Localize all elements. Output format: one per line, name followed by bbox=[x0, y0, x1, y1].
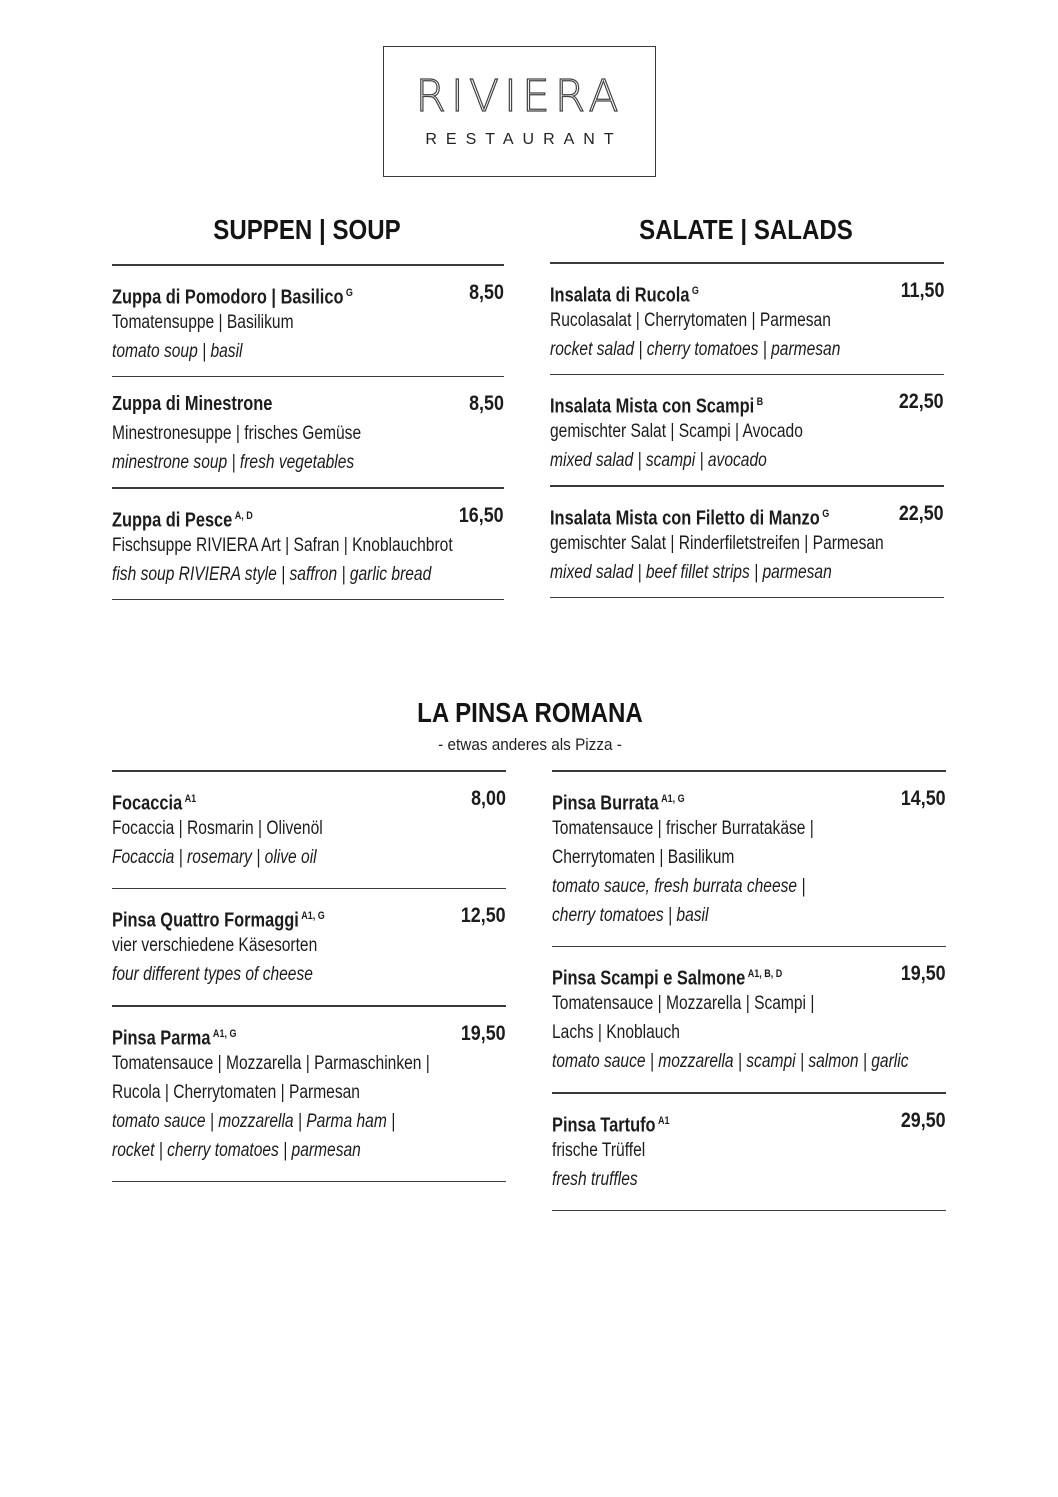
pinsa-section-title: LA PINSA ROMANA bbox=[417, 697, 643, 728]
description-english: rocket salad | cherry tomatoes | parmesan bbox=[550, 338, 841, 360]
menu-item-header bbox=[550, 387, 944, 417]
dish-price: 8,50 bbox=[469, 280, 504, 304]
dish-name-text: Pinsa Quattro Formaggi bbox=[112, 909, 299, 932]
soup-column bbox=[112, 264, 504, 600]
description-english: mixed salad | beef fillet strips | parmesan bbox=[550, 561, 832, 583]
description-english: rocket | cherry tomatoes | parmesan bbox=[112, 1139, 361, 1161]
allergen-codes: A1, G bbox=[212, 1027, 237, 1040]
dish-price: 11,50 bbox=[900, 278, 944, 302]
description-english: tomato soup | basil bbox=[112, 340, 243, 362]
description-german: Focaccia | Rosmarin | Olivenöl bbox=[112, 817, 323, 839]
pinsa-right-column bbox=[552, 770, 946, 1211]
dish-price: 8,00 bbox=[471, 786, 506, 810]
description-english: tomato sauce | mozzarella | Parma ham | bbox=[112, 1110, 396, 1132]
dish-price: 19,50 bbox=[901, 962, 946, 985]
dish-price: 14,50 bbox=[901, 786, 946, 810]
description-english: fresh truffles bbox=[552, 1168, 638, 1190]
divider-line bbox=[112, 1181, 506, 1183]
description-german: Cherrytomaten | Basilikum bbox=[552, 846, 735, 868]
dish-name-text: Pinsa Parma bbox=[112, 1027, 211, 1050]
divider-line bbox=[550, 597, 944, 599]
menu-item-header bbox=[552, 784, 946, 814]
dish-name-text: Insalata Mista con Scampi bbox=[550, 395, 755, 418]
dish-price: 29,50 bbox=[901, 1108, 946, 1132]
menu-item-header bbox=[112, 501, 504, 531]
allergen-codes: G bbox=[822, 507, 830, 520]
description-german: Lachs | Knoblauch bbox=[552, 1022, 680, 1043]
description-german: Tomatensauce | frischer Burratakäse | bbox=[552, 817, 814, 839]
description-german: Minestronesuppe | frisches Gemüse bbox=[112, 423, 362, 444]
menu-item bbox=[550, 487, 944, 597]
description-german: gemischter Salat | Rinderfiletstreifen | Parmesan bbox=[550, 532, 884, 554]
menu-item bbox=[112, 489, 504, 599]
dish-name-text: Zuppa di Pesce bbox=[112, 509, 233, 532]
dish-name-text: Zuppa di Pomodoro | Basilico bbox=[112, 286, 344, 309]
description-german: Tomatensuppe | Basilikum bbox=[112, 311, 294, 333]
description-english: Focaccia | rosemary | olive oil bbox=[112, 846, 317, 868]
menu-item bbox=[552, 772, 946, 946]
pinsa-section-subtitle: - etwas anderes als Pizza - bbox=[438, 735, 622, 754]
menu-item bbox=[552, 1094, 946, 1210]
menu-item-header bbox=[552, 959, 946, 989]
description-english: tomato sauce, fresh burrata cheese | bbox=[552, 875, 806, 897]
dish-price: 22,50 bbox=[899, 501, 944, 525]
allergen-codes: A1 bbox=[658, 1114, 670, 1127]
menu-item bbox=[550, 375, 944, 485]
dish-name-text: Zuppa di Minestrone bbox=[112, 393, 273, 415]
description-english: mixed salad | scampi | avocado bbox=[550, 450, 767, 471]
menu-item bbox=[550, 264, 944, 374]
dish-name bbox=[112, 389, 272, 419]
salads-section-title: SALATE | SALADS bbox=[639, 214, 853, 245]
menu-item bbox=[112, 1007, 506, 1181]
description-german: Tomatensauce | Mozzarella | Parmaschinken | bbox=[112, 1052, 430, 1074]
restaurant-logo bbox=[383, 46, 656, 177]
description-german: Rucolasalat | Cherrytomaten | Parmesan bbox=[550, 309, 831, 331]
allergen-codes: A1, G bbox=[301, 910, 325, 922]
soup-section-title: SUPPEN | SOUP bbox=[213, 214, 401, 245]
menu-item-header bbox=[112, 1019, 506, 1049]
allergen-codes: G bbox=[345, 286, 353, 299]
logo-wordmark: RIVIERA bbox=[415, 71, 624, 122]
description-english: fish soup RIVIERA style | saffron | garlic bread bbox=[112, 563, 432, 585]
menu-item bbox=[112, 889, 506, 1005]
pinsa-left-column bbox=[112, 770, 506, 1182]
description-german: vier verschiedene Käsesorten bbox=[112, 935, 318, 956]
allergen-codes: A, D bbox=[234, 509, 253, 522]
dish-name-text: Pinsa Tartufo bbox=[552, 1114, 656, 1137]
description-german: Rucola | Cherrytomaten | Parmesan bbox=[112, 1081, 360, 1103]
dish-name-text: Insalata Mista con Filetto di Manzo bbox=[550, 507, 820, 530]
dish-price: 19,50 bbox=[461, 1021, 506, 1045]
menu-item bbox=[112, 377, 504, 487]
dish-price: 12,50 bbox=[461, 904, 506, 927]
description-english: tomato sauce | mozzarella | scampi | salmon | garlic bbox=[552, 1051, 909, 1072]
menu-item-header bbox=[112, 389, 504, 419]
dish-name-text: Insalata di Rucola bbox=[550, 284, 690, 307]
description-german: Fischsuppe RIVIERA Art | Safran | Knoblauchbrot bbox=[112, 534, 453, 556]
allergen-codes: G bbox=[691, 284, 699, 297]
menu-item-header bbox=[112, 278, 504, 308]
dish-price: 16,50 bbox=[459, 503, 504, 527]
menu-item bbox=[552, 947, 946, 1092]
dish-price: 22,50 bbox=[899, 390, 944, 413]
allergen-codes: A1, B, D bbox=[747, 968, 783, 980]
menu-item-header bbox=[112, 901, 506, 931]
dish-price: 8,50 bbox=[469, 392, 504, 415]
menu-item-header bbox=[552, 1106, 946, 1136]
description-english: cherry tomatoes | basil bbox=[552, 904, 709, 926]
logo-subtitle: RESTAURANT bbox=[425, 131, 623, 148]
menu-item bbox=[112, 266, 504, 376]
dish-name-text: Focaccia bbox=[112, 792, 183, 815]
salads-column bbox=[550, 262, 944, 598]
allergen-codes: A1, G bbox=[661, 792, 685, 805]
menu-item bbox=[112, 772, 506, 888]
description-english: four different types of cheese bbox=[112, 964, 313, 985]
description-english: minestrone soup | fresh vegetables bbox=[112, 452, 355, 473]
allergen-codes: B bbox=[756, 396, 764, 408]
menu-item-header bbox=[550, 276, 944, 306]
divider-line bbox=[112, 599, 504, 601]
dish-name-text: Pinsa Burrata bbox=[552, 792, 659, 815]
description-german: gemischter Salat | Scampi | Avocado bbox=[550, 421, 803, 442]
menu-item-header bbox=[112, 784, 506, 814]
description-german: frische Trüffel bbox=[552, 1139, 646, 1161]
divider-line bbox=[552, 1210, 946, 1212]
dish-name-text: Pinsa Scampi e Salmone bbox=[552, 967, 746, 990]
description-german: Tomatensauce | Mozzarella | Scampi | bbox=[552, 993, 815, 1014]
menu-item-header bbox=[550, 499, 944, 529]
allergen-codes: A1 bbox=[184, 792, 197, 805]
